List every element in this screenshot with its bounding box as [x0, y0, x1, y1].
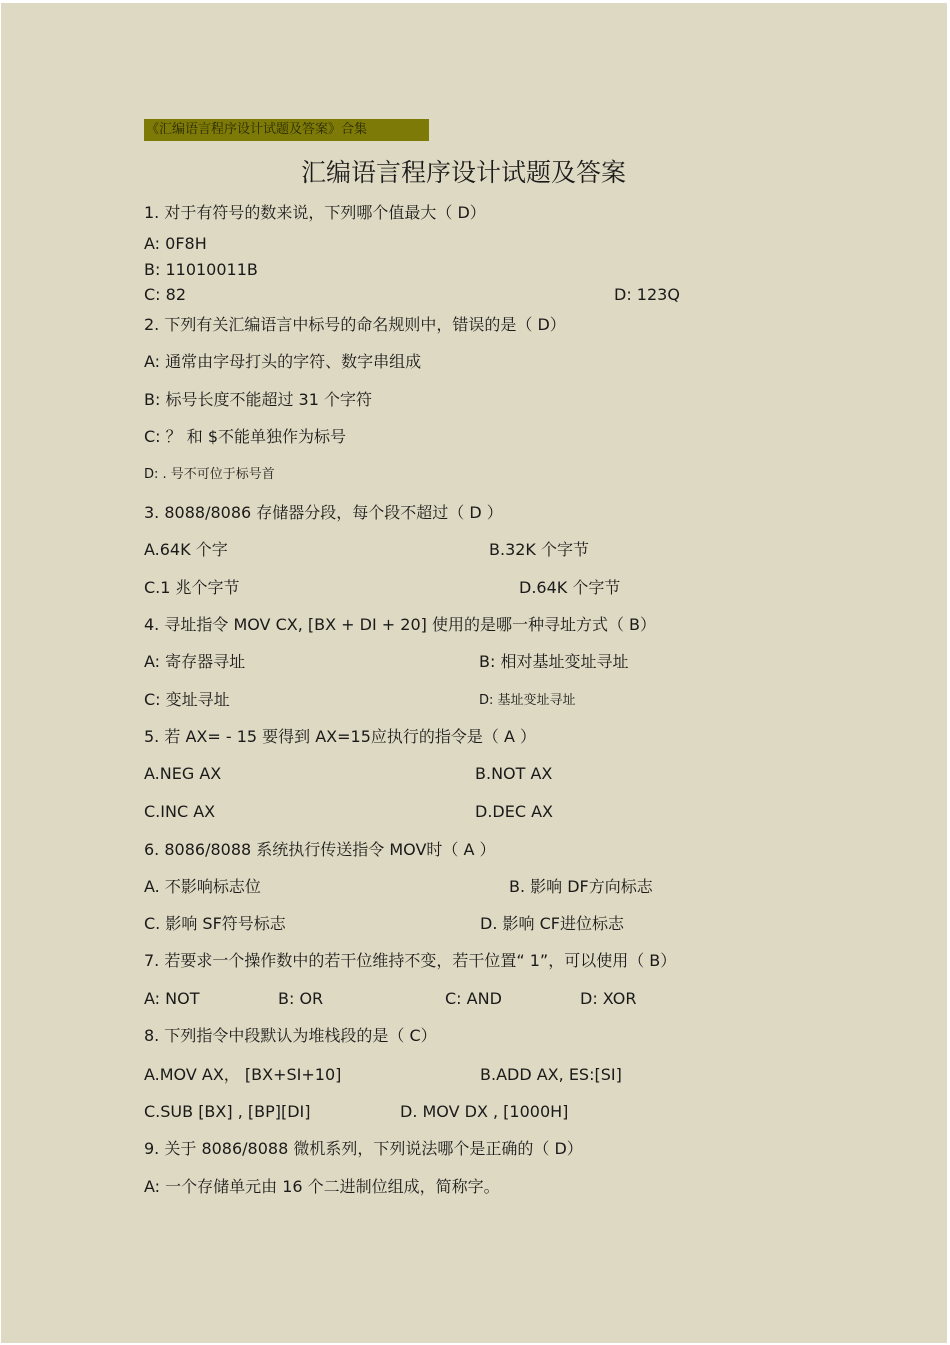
q5-option-d: D.DEC AX	[475, 802, 553, 821]
question-3: 3. 8088/8086 存储器分段，每个段不超过（ D ）	[144, 503, 503, 522]
q2-option-a: A: 通常由字母打头的字符、数字串组成	[144, 352, 422, 371]
question-2: 2. 下列有关汇编语言中标号的命名规则中，错误的是（ D）	[144, 315, 566, 334]
header-tag: 《汇编语言程序设计试题及答案》合集	[144, 119, 429, 141]
question-1: 1. 对于有符号的数来说，下列哪个值最大（ D）	[144, 203, 486, 222]
question-5: 5. 若 AX= - 15 要得到 AX=15应执行的指令是（ A ）	[144, 727, 537, 746]
question-9: 9. 关于 8086/8088 微机系列，下列说法哪个是正确的（ D）	[144, 1139, 583, 1158]
q4-option-d: D: 基址变址寻址	[479, 693, 576, 708]
q9-option-a: A: 一个存储单元由 16 个二进制位组成，简称字。	[144, 1177, 500, 1196]
question-6: 6. 8086/8088 系统执行传送指令 MOV时（ A ）	[144, 840, 496, 859]
q3-option-c: C.1 兆个字节	[144, 578, 240, 597]
q7-option-a: A: NOT	[144, 989, 200, 1008]
q8-option-d: D. MOV DX , [1000H]	[400, 1102, 569, 1121]
q6-option-b: B. 影响 DF方向标志	[509, 877, 653, 896]
q2-option-b: B: 标号长度不能超过 31 个字符	[144, 390, 372, 409]
q5-option-c: C.INC AX	[144, 802, 216, 821]
q2-option-c: C: ？ 和 $不能单独作为标号	[144, 427, 347, 446]
q8-option-a: A.MOV AX， [BX+SI+10]	[144, 1065, 342, 1084]
q6-option-d: D. 影响 CF进位标志	[480, 914, 624, 933]
q4-option-b: B: 相对基址变址寻址	[479, 652, 629, 671]
q6-option-a: A. 不影响标志位	[144, 877, 261, 896]
q1-option-c: C: 82	[144, 285, 187, 304]
q5-option-b: B.NOT AX	[475, 764, 553, 783]
question-7: 7. 若要求一个操作数中的若干位维持不变，若干位置“ 1”，可以使用（ B）	[144, 951, 677, 970]
q3-option-b: B.32K 个字节	[489, 540, 590, 559]
q2-option-d: D: . 号不可位于标号首	[144, 467, 275, 482]
q4-option-c: C: 变址寻址	[144, 690, 230, 709]
question-8: 8. 下列指令中段默认为堆栈段的是（ C）	[144, 1026, 437, 1045]
q1-option-b: B: 11010011B	[144, 260, 258, 279]
page-title: 汇编语言程序设计试题及答案	[300, 158, 626, 187]
q1-option-a: A: 0F8H	[144, 234, 207, 253]
q7-option-b: B: OR	[278, 989, 324, 1008]
question-4: 4. 寻址指令 MOV CX, [BX + DI + 20] 使用的是哪一种寻址方式（ B）	[144, 615, 657, 634]
document-page	[1, 3, 947, 1343]
q7-option-c: C: AND	[445, 989, 502, 1008]
q3-option-d: D.64K 个字节	[519, 578, 621, 597]
q4-option-a: A: 寄存器寻址	[144, 652, 246, 671]
q1-option-d: D: 123Q	[614, 285, 680, 304]
q8-option-b: B.ADD AX, ES:[SI]	[480, 1065, 622, 1084]
q7-option-d: D: XOR	[580, 989, 637, 1008]
q5-option-a: A.NEG AX	[144, 764, 222, 783]
q6-option-c: C. 影响 SF符号标志	[144, 914, 286, 933]
q3-option-a: A.64K 个字	[144, 540, 228, 559]
q8-option-c: C.SUB [BX] , [BP][DI]	[144, 1102, 311, 1121]
